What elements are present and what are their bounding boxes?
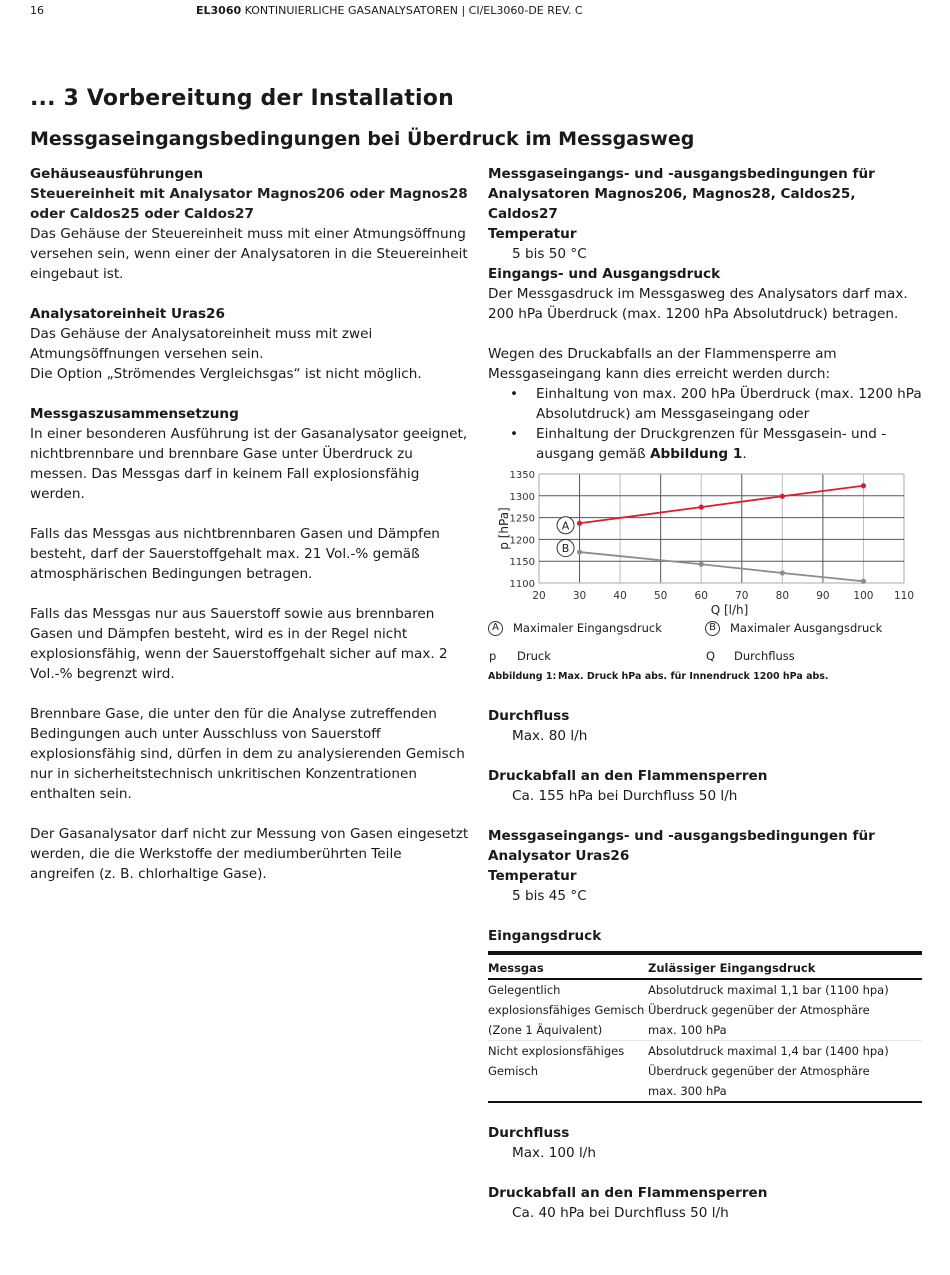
svg-text:100: 100	[853, 590, 874, 602]
uras-flame-value: Ca. 40 hPa bei Durchfluss 50 l/h	[512, 1205, 729, 1221]
composition-p2: Falls das Messgas aus nichtbrennbaren Gasen und Dämpfen besteht, darf der Sauerstoffgehalt max. 21 Vol.-% gemäß atmosphärischen Bedingungen betragen.	[30, 526, 440, 582]
magnos-flame-value: Ca. 155 hPa bei Durchfluss 50 l/h	[512, 788, 738, 804]
table-row: Nicht explosionsfähiges Gemisch Absolutdruck maximal 1,4 bar (1400 hpa) Überdruck gegenüber der Atmosphäre max. 300 hPa	[488, 1044, 889, 1098]
uras-line2: Die Option „Strömendes Vergleichsgas“ ist nicht möglich.	[30, 366, 422, 382]
table-row: Gelegentlich explosionsfähiges Gemisch (Zone 1 Äquivalent) Absolutdruck maximal 1,1 bar (1100 hpa) Überdruck gegenüber der Atmosphäre max. 100 hPa	[488, 979, 922, 1041]
svg-text:110: 110	[893, 590, 915, 602]
svg-text:1150: 1150	[509, 557, 535, 569]
legend-item-p: p Druck	[489, 649, 551, 663]
magnos-drop-intro: Wegen des Druckabfalls an der Flammensperre am Messgaseingang kann dies erreicht werden durch:	[488, 346, 837, 382]
uras-flame-label: Druckabfall an den Flammensperren	[488, 1185, 768, 1201]
inlet-pressure-table	[488, 951, 922, 1103]
composition-p1: In einer besonderen Ausführung ist der Gasanalysator geeignet, nichtbrennbare und brennbare Gase unter Überdruck zu messen. Das Messgas darf in keinem Fall explosionsfähig werden.	[30, 426, 468, 502]
housing-heading: Gehäuseausführungen	[30, 166, 204, 182]
magnos-heading: Messgaseingangs- und -ausgangsbedingungen für Analysatoren Magnos206, Magnos28, Caldos25, Caldos27	[488, 166, 875, 222]
legend-item-q: Q Durchfluss	[706, 649, 795, 663]
svg-text:30: 30	[572, 590, 587, 602]
svg-text:80: 80	[775, 590, 790, 602]
legend-item-b: B Maximaler Ausgangsdruck	[705, 618, 882, 638]
chapter-title: ... 3 Vorbereitung der Installation	[30, 86, 454, 111]
svg-text:1250: 1250	[509, 513, 535, 525]
svg-text:1100: 1100	[509, 579, 535, 590]
magnos-flow-label: Durchfluss	[488, 708, 570, 724]
bullet-item: • Einhaltung der Druckgrenzen für Messgasein- und -ausgang gemäß Abbildung 1.	[488, 424, 924, 464]
uras-inlet-label: Eingangsdruck	[488, 928, 602, 944]
uras-temp-value: 5 bis 45 °C	[512, 888, 587, 904]
page-number: 16	[30, 4, 44, 17]
housing-subheading: Steuereinheit mit Analysator Magnos206 oder Magnos28 oder Caldos25 oder Caldos27	[30, 186, 468, 222]
svg-text:A: A	[561, 519, 570, 533]
magnos-pressure-label: Eingangs- und Ausgangsdruck	[488, 266, 721, 282]
svg-text:90: 90	[816, 590, 830, 602]
magnos-flow-value: Max. 80 l/h	[512, 728, 588, 744]
composition-p5: Der Gasanalysator darf nicht zur Messung von Gasen eingesetzt werden, die die Werkstoffe der mediumberührten Teile angreifen (z. B. chlorhaltige Gase).	[30, 826, 469, 882]
svg-text:Q [l/h]: Q [l/h]	[710, 603, 749, 616]
composition-p3: Falls das Messgas nur aus Sauerstoff sowie aus brennbaren Gasen und Dämpfen besteht, wird es in der Regel nicht explosionsfähig, wenn der Sauerstoffgehalt sicher auf max. 2 Vol.-% begrenzt wird.	[30, 606, 448, 682]
svg-text:60: 60	[694, 590, 708, 602]
housing-text: Das Gehäuse der Steuereinheit muss mit einer Atmungsöffnung versehen sein, wenn einer der Analysatoren in die Steuereinheit eingebaut ist.	[30, 226, 468, 282]
svg-text:1300: 1300	[509, 491, 535, 503]
figure-reference-link: Abbildung 1	[650, 446, 743, 462]
uras-line1: Das Gehäuse der Analysatoreinheit muss mit zwei Atmungsöffnungen versehen sein.	[30, 326, 373, 362]
svg-text:1200: 1200	[509, 535, 535, 547]
chart-legend	[488, 616, 924, 668]
svg-text:p [hPa]: p [hPa]	[497, 507, 511, 550]
section-title: Messgaseingangsbedingungen bei Überdruck im Messgasweg	[30, 128, 695, 150]
figure-caption: Abbildung 1: Max. Druck hPa abs. für Innendruck 1200 hPa abs.	[488, 671, 829, 682]
svg-text:20: 20	[532, 590, 546, 602]
uras-temp-label: Temperatur	[488, 868, 577, 884]
magnos-temp-label: Temperatur	[488, 226, 577, 242]
composition-p4: Brennbare Gase, die unter den für die Analyse zutreffenden Bedingungen auch unter Ausschluss von Sauerstoff explosionsfähig sind, dürfen in dem zu analysierenden Gemisch nur in sicherheitstechnisch unkritischen Konzentrationen enthalten sein.	[30, 706, 465, 802]
document-subtitle: KONTINUIERLICHE GASANALYSATOREN | CI/EL3060-DE REV. C	[244, 4, 583, 17]
legend-item-a: A Maximaler Eingangsdruck	[488, 618, 662, 638]
svg-text:70: 70	[735, 590, 749, 602]
svg-text:50: 50	[653, 590, 668, 602]
chart-canvas	[488, 464, 924, 616]
uras-conditions-heading: Messgaseingangs- und -ausgangsbedingungen für Analysator Uras26	[488, 828, 875, 864]
label-a-circle-icon: A	[488, 621, 503, 636]
right-column	[488, 164, 924, 1223]
left-column	[30, 164, 470, 884]
svg-text:40: 40	[613, 590, 627, 602]
table-header-pressure: Zulässiger Eingangsdruck	[648, 953, 922, 979]
uras-heading: Analysatoreinheit Uras26	[30, 306, 225, 322]
pressure-flow-chart	[488, 464, 924, 616]
bullet-item: • Einhaltung von max. 200 hPa Überdruck (max. 1200 hPa Absolutdruck) am Messgaseingang oder	[488, 384, 924, 424]
uras-flow-label: Durchfluss	[488, 1125, 570, 1141]
label-b-circle-icon: B	[705, 621, 720, 636]
magnos-flame-label: Druckabfall an den Flammensperren	[488, 768, 768, 784]
page-header	[30, 4, 930, 20]
magnos-pressure-text: Der Messgasdruck im Messgasweg des Analysators darf max. 200 hPa Überdruck (max. 1200 hPa Absolutdruck) betragen.	[488, 286, 908, 322]
uras-flow-value: Max. 100 l/h	[512, 1145, 596, 1161]
composition-heading: Messgaszusammensetzung	[30, 406, 239, 422]
table-header-gas: Messgas	[488, 953, 648, 979]
magnos-bullet-list	[488, 384, 924, 464]
svg-text:B: B	[561, 542, 570, 556]
magnos-temp-value: 5 bis 50 °C	[512, 246, 587, 262]
product-name: EL3060	[196, 4, 242, 17]
document-title	[196, 4, 583, 17]
svg-text:1350: 1350	[509, 470, 535, 481]
